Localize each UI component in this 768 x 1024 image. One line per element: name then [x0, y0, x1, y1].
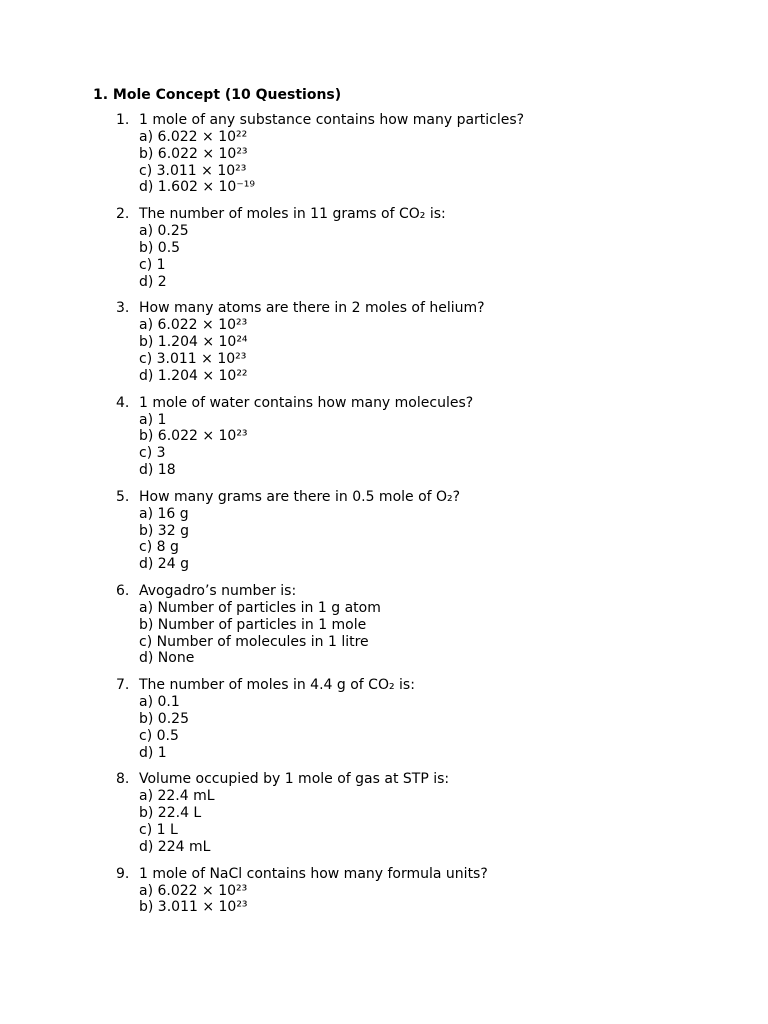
question-line: [0, 395, 768, 412]
question-number: 7.: [116, 677, 130, 694]
question-2: [0, 206, 768, 290]
question-text: Avogadro’s number is:: [139, 582, 297, 599]
option-b: b) 0.5: [139, 239, 181, 256]
question-number: 9.: [116, 865, 130, 882]
option-d: d) 24 g: [139, 556, 189, 573]
option-c: c) Number of molecules in 1 litre: [139, 633, 369, 650]
option-c: c) 8 g: [139, 539, 179, 556]
question-1: [0, 112, 768, 196]
question-number: 2.: [116, 206, 130, 223]
option-d: d) 1: [139, 744, 167, 761]
question-line: [0, 206, 768, 223]
option-a: a) 6.022 × 10²³: [139, 882, 248, 899]
question-3: [0, 300, 768, 384]
option-c: c) 1 L: [139, 821, 178, 838]
question-9: [0, 866, 768, 917]
question-text: 1 mole of any substance contains how many particles?: [139, 112, 525, 128]
question-text: The number of moles in 4.4 g of CO₂ is:: [139, 677, 415, 694]
option-b: b) 32 g: [139, 522, 189, 539]
option-d: d) 1.602 × 10⁻¹⁹: [139, 179, 255, 196]
option-d: d) 224 mL: [139, 838, 211, 855]
option-a: a) 16 g: [139, 505, 189, 522]
option-a: a) 22.4 mL: [139, 788, 215, 805]
option-c: c) 3.011 × 10²³: [139, 162, 247, 179]
option-a: a) 0.25: [139, 223, 189, 240]
option-b: b) 6.022 × 10²³: [139, 428, 248, 445]
option-d: d) 2: [139, 273, 167, 290]
question-text: 1 mole of water contains how many molecules?: [139, 394, 474, 411]
question-8: [0, 771, 768, 855]
option-a: a) 0.1: [139, 694, 180, 711]
question-text: How many atoms are there in 2 moles of helium?: [139, 300, 485, 317]
option-b: b) 1.204 × 10²⁴: [139, 334, 248, 351]
question-number: 5.: [116, 488, 130, 505]
question-line: [0, 583, 768, 600]
option-b: b) 6.022 × 10²³: [139, 145, 248, 162]
question-line: [0, 677, 768, 694]
option-b: b) Number of particles in 1 mole: [139, 616, 367, 633]
question-number: 8.: [116, 771, 130, 788]
option-d: d) None: [139, 650, 195, 667]
option-d: d) 18: [139, 461, 176, 478]
question-text: Volume occupied by 1 mole of gas at STP is:: [139, 771, 450, 788]
question-6: [0, 583, 768, 667]
option-c: c) 3: [139, 445, 166, 462]
question-number: 1.: [116, 112, 130, 128]
option-a: a) 6.022 × 10²²: [139, 129, 248, 145]
question-number: 4.: [116, 394, 130, 411]
option-a: a) Number of particles in 1 g atom: [139, 599, 381, 616]
question-text: How many grams are there in 0.5 mole of O₂?: [139, 488, 461, 505]
option-a: a) 1: [139, 411, 167, 428]
question-text: The number of moles in 11 grams of CO₂ is:: [139, 206, 446, 223]
option-c: c) 3.011 × 10²³: [139, 350, 247, 367]
option-a: a) 6.022 × 10²³: [139, 317, 248, 334]
question-number: 3.: [116, 300, 130, 317]
question-list: [0, 112, 768, 926]
question-line: [0, 771, 768, 788]
question-line: [0, 300, 768, 317]
option-c: c) 1: [139, 256, 166, 273]
option-d: d) 1.204 × 10²²: [139, 367, 248, 384]
option-c: c) 0.5: [139, 727, 179, 744]
question-4: [0, 395, 768, 479]
option-b: b) 22.4 L: [139, 805, 202, 822]
question-text: 1 mole of NaCl contains how many formula units?: [139, 865, 488, 882]
question-line: [0, 489, 768, 506]
question-number: 6.: [116, 582, 130, 599]
option-b: b) 3.011 × 10²³: [139, 899, 248, 916]
question-7: [0, 677, 768, 761]
question-5: [0, 489, 768, 573]
option-b: b) 0.25: [139, 710, 189, 727]
section-heading: 1. Mole Concept (10 Questions): [93, 87, 342, 103]
question-line: [0, 112, 768, 129]
question-line: [0, 866, 768, 883]
